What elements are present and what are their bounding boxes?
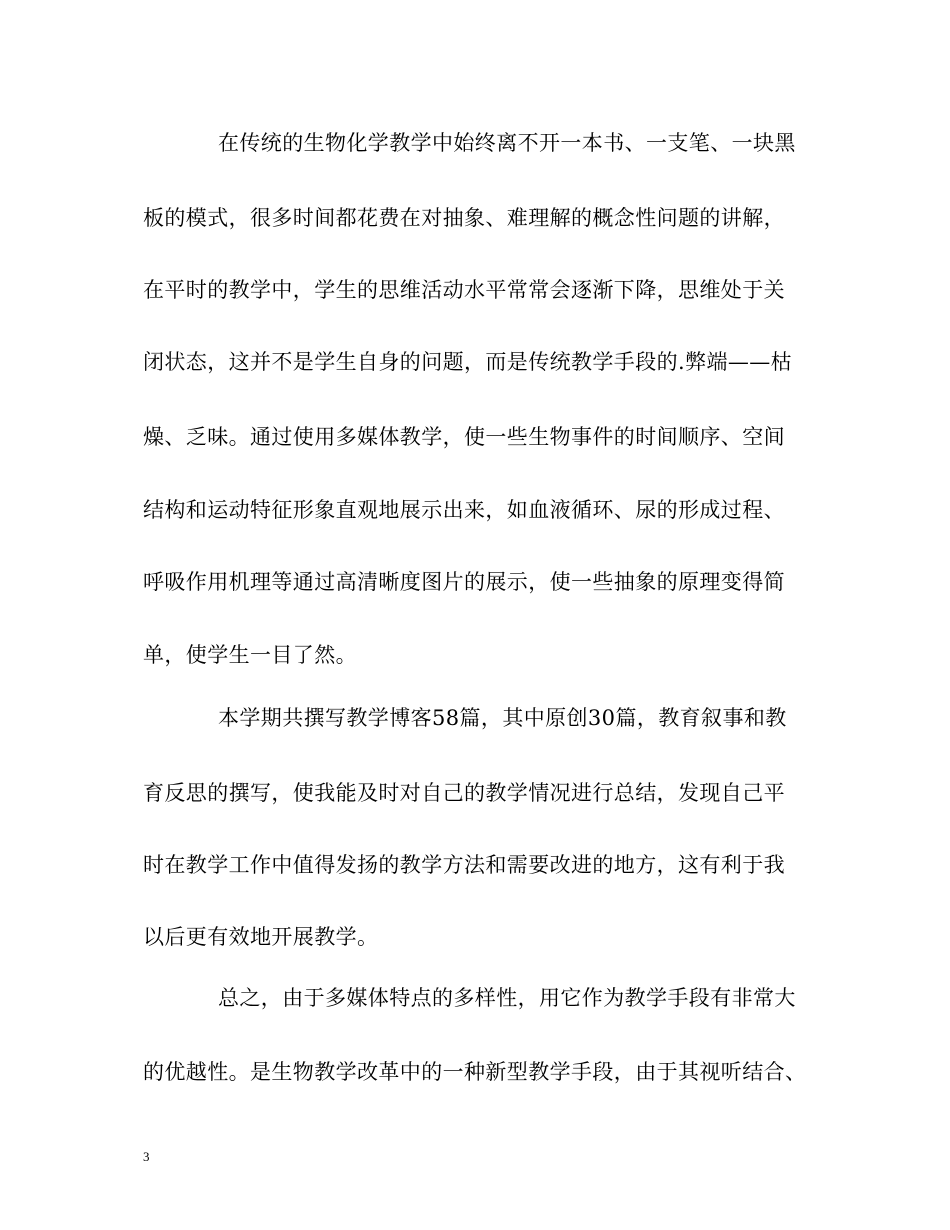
page-number: 3 xyxy=(143,1149,150,1164)
paragraph-1-line-7: 呼吸作用机理等通过高清晰度图片的展示，使一些抽象的原理变得简 xyxy=(143,570,785,594)
paragraph-1-line-1: 在传统的生物化学教学中始终离不开一本书、一支笔、一块黑 xyxy=(218,131,796,155)
paragraph-3-line-1: 总之，由于多媒体特点的多样性，用它作为教学手段有非常大 xyxy=(218,986,796,1010)
paragraph-1-line-6: 结构和运动特征形象直观地展示出来，如血液循环、尿的形成过程、 xyxy=(143,498,785,522)
paragraph-1-line-2: 板的模式，很多时间都花费在对抽象、难理解的概念性问题的讲解， xyxy=(143,206,785,230)
paragraph-2-line-2: 育反思的撰写，使我能及时对自己的教学情况进行总结，发现自己平 xyxy=(143,781,785,805)
paragraph-1-line-5: 燥、乏味。通过使用多媒体教学，使一些生物事件的时间顺序、空间 xyxy=(143,425,785,449)
paragraph-2-line-3: 时在教学工作中值得发扬的教学方法和需要改进的地方，这有利于我 xyxy=(143,853,785,877)
paragraph-2-line-1: 本学期共撰写教学博客58篇，其中原创30篇，教育叙事和教 xyxy=(218,706,787,730)
paragraph-1-line-8: 单，使学生一目了然。 xyxy=(143,643,357,667)
paragraph-1-line-4: 闭状态，这并不是学生自身的问题，而是传统教学手段的.弊端——枯 xyxy=(143,350,793,374)
paragraph-2-line-4: 以后更有效地开展教学。 xyxy=(143,925,379,949)
paragraph-1-line-3: 在平时的教学中，学生的思维活动水平常常会逐渐下降，思维处于关 xyxy=(143,278,785,302)
paragraph-3-line-2: 的优越性。是生物教学改革中的一种新型教学手段，由于其视听结合、 xyxy=(143,1060,807,1084)
